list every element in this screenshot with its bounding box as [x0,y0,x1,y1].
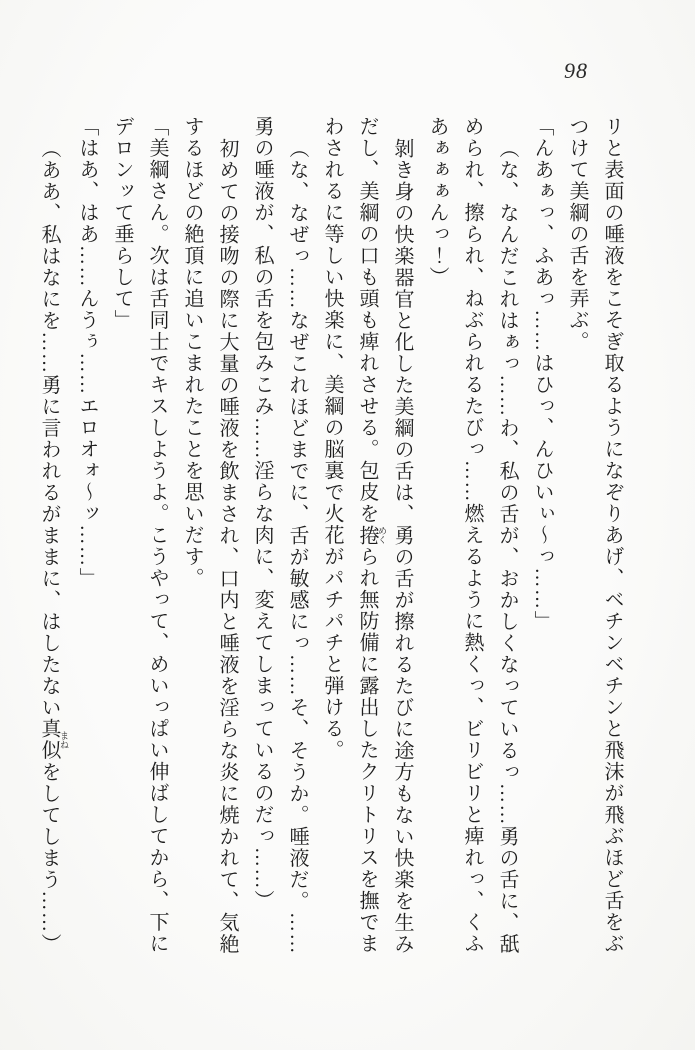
paragraph: 剝き身の快楽器官と化した美綱の舌は、勇の舌が擦れるたびに途方もない快楽を生みだし、美綱の口も頭も痺れさせる。包皮を捲 めくられ無防備に露出したクリトリスを撫でまわされるに等しい快楽に、美綱の脳裏で火花がパチパチと弾ける。 [321,116,413,955]
paragraph: 初めての接吻の際に大量の唾液を飲まされ、口内と唾液を淫らな炎に焼かれて、気絶するほどの絶頂に追いこまれたことを思いだす。 [181,116,238,955]
paragraph: （な、なぜっ……なぜこれほどまでに、舌が敏感にっ……そ、そうか。唾液だ。……勇の唾液が、私の舌を包みこみ……淫らな肉に、変えてしまっているのだっ……） [251,116,308,955]
paragraph: リと表面の唾液をこそぎ取るようになぞりあげ、ベチンベチンと飛沫が飛ぶほど舌をぶつけて美綱の舌を弄ぶ。 [566,116,623,955]
paragraph: 「美綱さん。次は舌同士でキスしようよ。こうやって、めいっぱい伸ばしてから、下にデロンッて垂らして」 [111,116,168,955]
paragraph: （ああ、私はなにを……勇に言われるがままに、はしたない真似 まねをしてしまう……） [38,137,69,955]
furigana: 真似 まね [38,718,69,761]
paragraph: 「んあぁっ、ふあっ……はひっ、んひいぃ～っ……」 [531,116,553,632]
furigana: 捲 めく [356,524,387,546]
paragraph: 「はあ、はあ……んうぅ……エロオォ～ッ……」 [76,116,98,589]
page-text [31,116,629,956]
page-number: 98 [564,58,588,83]
paragraph: （な、なんだこれはぁっ……わ、私の舌が、おかしくなっているっ……勇の舌に、舐められ、擦られ、ねぶられるたびっ……燃えるように熱くっ、ビリビリと痺れっ、くふあぁぁぁんっ！） [426,116,518,955]
